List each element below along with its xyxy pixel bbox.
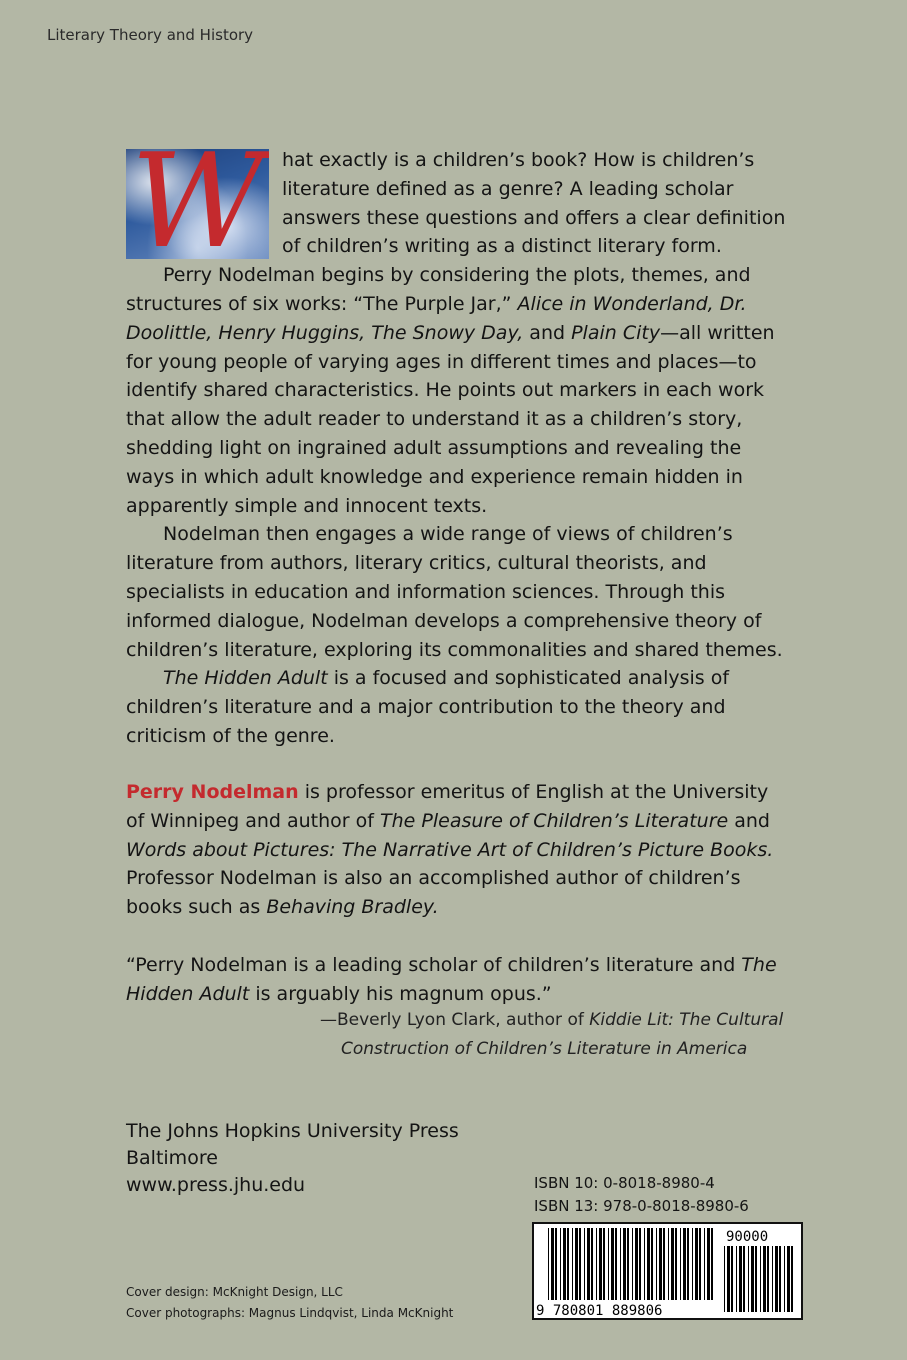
endorsement-quote bbox=[126, 951, 790, 1009]
bio-book-2: Words about Pictures: The Narrative Art of Children’s Picture Books. bbox=[126, 838, 774, 861]
barcode-bar bbox=[567, 1228, 569, 1300]
barcode-bar bbox=[683, 1228, 686, 1300]
barcode-bar bbox=[563, 1228, 566, 1300]
paragraph-2-titles: Alice in Wonderland, Dr. Doolittle, Henry Huggins, The Snowy Day, bbox=[126, 292, 747, 344]
barcode-bar bbox=[656, 1228, 657, 1300]
barcode-bar bbox=[787, 1246, 790, 1312]
paragraph-2-text: Perry Nodelman begins by considering the plots, themes, and structures of six works: “The Purple Jar,” bbox=[126, 264, 751, 315]
publisher-name: The Johns Hopkins University Press bbox=[126, 1120, 459, 1142]
barcode-bar bbox=[663, 1228, 665, 1300]
paragraph-2 bbox=[126, 261, 790, 520]
barcode-bar bbox=[575, 1228, 578, 1300]
cover-photo-credit: Cover photographs: Magnus Lindqvist, Linda McKnight bbox=[126, 1306, 454, 1320]
barcode-bar bbox=[632, 1228, 633, 1300]
quote-attribution bbox=[300, 1006, 790, 1064]
barcode-bar bbox=[791, 1246, 793, 1312]
barcode-bar bbox=[675, 1228, 677, 1300]
barcode bbox=[532, 1222, 803, 1320]
barcode-bar bbox=[704, 1228, 705, 1300]
publisher-block bbox=[126, 1118, 459, 1199]
author-name: Perry Nodelman bbox=[126, 781, 299, 803]
attribution-line-1 bbox=[300, 1006, 790, 1035]
dropcap-image bbox=[126, 149, 269, 259]
paragraph-2-and: and bbox=[523, 321, 572, 344]
barcode-bar bbox=[755, 1246, 757, 1312]
barcode-bar bbox=[591, 1228, 593, 1300]
isbn-13: ISBN 13: 978-0-8018-8980-6 bbox=[534, 1197, 749, 1215]
barcode-bar bbox=[767, 1246, 769, 1312]
barcode-bar bbox=[599, 1228, 602, 1300]
paragraph-4-title: The Hidden Adult bbox=[163, 667, 328, 690]
barcode-bar bbox=[724, 1246, 725, 1312]
description bbox=[126, 146, 790, 751]
attribution-book-1: Kiddie Lit: The Cultural bbox=[589, 1010, 784, 1030]
barcode-main-digits: 9 780801 889806 bbox=[536, 1303, 663, 1318]
paragraph-2-rest: —all written for young people of varying ages in different times and places—to identify shared characteristics. He points out markers in each work that allow the adult reader to understand it as a children’s story, shedding light on ingrained adult assumptions and revealing the ways in which adult knowledge and experience remain hidden in apparently simple and innocent texts. bbox=[126, 321, 775, 517]
barcode-bar bbox=[555, 1228, 557, 1300]
attribution-prefix: —Beverly Lyon Clark, author of bbox=[320, 1010, 590, 1030]
barcode-bar bbox=[644, 1228, 645, 1300]
isbn-block bbox=[534, 1172, 749, 1218]
barcode-graphic bbox=[534, 1224, 801, 1318]
category-label: Literary Theory and History bbox=[47, 26, 254, 44]
paragraph-1: hat exactly is a children’s book? How is children’s literature defined as a genre? A leading scholar answers these questions and offers a clear definition of children’s writing as a distinct literary form. bbox=[282, 149, 786, 258]
barcode-bar bbox=[784, 1246, 785, 1312]
barcode-bar bbox=[736, 1246, 737, 1312]
barcode-bar bbox=[671, 1228, 674, 1300]
barcode-bar bbox=[639, 1228, 641, 1300]
barcode-bar bbox=[579, 1228, 581, 1300]
paragraph-3: Nodelman then engages a wide range of views of children’s literature from authors, literary critics, cultural theorists, and specialists in education and information sciences. Through this informed dialogue, Nodelman develops a comprehensive theory of children’s literature, exploring its commonalities and shared themes. bbox=[126, 523, 783, 661]
barcode-bar bbox=[584, 1228, 585, 1300]
quote-text-1: “Perry Nodelman is a leading scholar of children’s literature and bbox=[126, 954, 742, 976]
barcode-bar bbox=[548, 1228, 549, 1300]
barcode-bar bbox=[620, 1228, 621, 1300]
dropcap-letter: W bbox=[130, 149, 265, 259]
barcode-bar bbox=[651, 1228, 653, 1300]
barcode-bar bbox=[623, 1228, 626, 1300]
barcode-bar bbox=[596, 1228, 597, 1300]
quote-text-2: is arguably his magnum opus.” bbox=[249, 982, 552, 1005]
barcode-bar bbox=[687, 1228, 689, 1300]
attribution-line-2: Construction of Children’s Literature in America bbox=[341, 1039, 748, 1059]
paragraph-2-title-plain-city: Plain City bbox=[571, 321, 661, 344]
barcode-bar bbox=[779, 1246, 781, 1312]
barcode-bar bbox=[692, 1228, 693, 1300]
barcode-bar bbox=[707, 1228, 710, 1300]
barcode-bar bbox=[699, 1228, 701, 1300]
isbn-10: ISBN 10: 0-8018-8980-4 bbox=[534, 1174, 715, 1192]
barcode-bar bbox=[615, 1228, 617, 1300]
publisher-city: Baltimore bbox=[126, 1147, 218, 1169]
barcode-bar bbox=[775, 1246, 778, 1312]
barcode-addon-digits: 90000 bbox=[726, 1229, 769, 1245]
barcode-bar bbox=[572, 1228, 573, 1300]
barcode-bar bbox=[695, 1228, 698, 1300]
bio-text-3: Professor Nodelman is also an accomplished author of children’s books such as bbox=[126, 867, 741, 919]
barcode-bar bbox=[551, 1228, 554, 1300]
bio-book-1: The Pleasure of Children’s Literature bbox=[380, 809, 729, 832]
bio-book-3: Behaving Bradley. bbox=[266, 896, 439, 919]
cover-credits bbox=[126, 1282, 453, 1324]
barcode-bar bbox=[635, 1228, 638, 1300]
barcode-bar bbox=[668, 1228, 669, 1300]
barcode-bar bbox=[560, 1228, 561, 1300]
barcode-bar bbox=[751, 1246, 754, 1312]
quote-book-title: The Hidden Adult bbox=[126, 954, 777, 1005]
barcode-bar bbox=[748, 1246, 749, 1312]
barcode-bar bbox=[680, 1228, 681, 1300]
barcode-bar bbox=[763, 1246, 766, 1312]
paragraph-4 bbox=[126, 664, 790, 750]
barcode-bar bbox=[659, 1228, 662, 1300]
barcode-bar bbox=[743, 1246, 745, 1312]
barcode-bar bbox=[611, 1228, 614, 1300]
barcode-bar bbox=[731, 1246, 733, 1312]
cover-design-credit: Cover design: McKnight Design, LLC bbox=[126, 1285, 343, 1299]
barcode-bar bbox=[608, 1228, 609, 1300]
barcode-bar bbox=[739, 1246, 742, 1312]
barcode-bar bbox=[603, 1228, 605, 1300]
barcode-bar bbox=[587, 1228, 590, 1300]
barcode-bar bbox=[711, 1228, 713, 1300]
barcode-bar bbox=[627, 1228, 629, 1300]
bio-text-1: is professor emeritus of English at the University of Winnipeg and author of bbox=[126, 781, 769, 832]
barcode-bar bbox=[772, 1246, 773, 1312]
author-bio bbox=[126, 778, 790, 922]
publisher-url: www.press.jhu.edu bbox=[126, 1174, 306, 1196]
barcode-bar bbox=[647, 1228, 650, 1300]
barcode-bar bbox=[760, 1246, 761, 1312]
barcode-bar bbox=[727, 1246, 730, 1312]
bio-text-2: and bbox=[728, 809, 770, 832]
paragraph-4-text: is a focused and sophisticated analysis of children’s literature and a major contribution to the theory and criticism of the genre. bbox=[126, 667, 730, 747]
